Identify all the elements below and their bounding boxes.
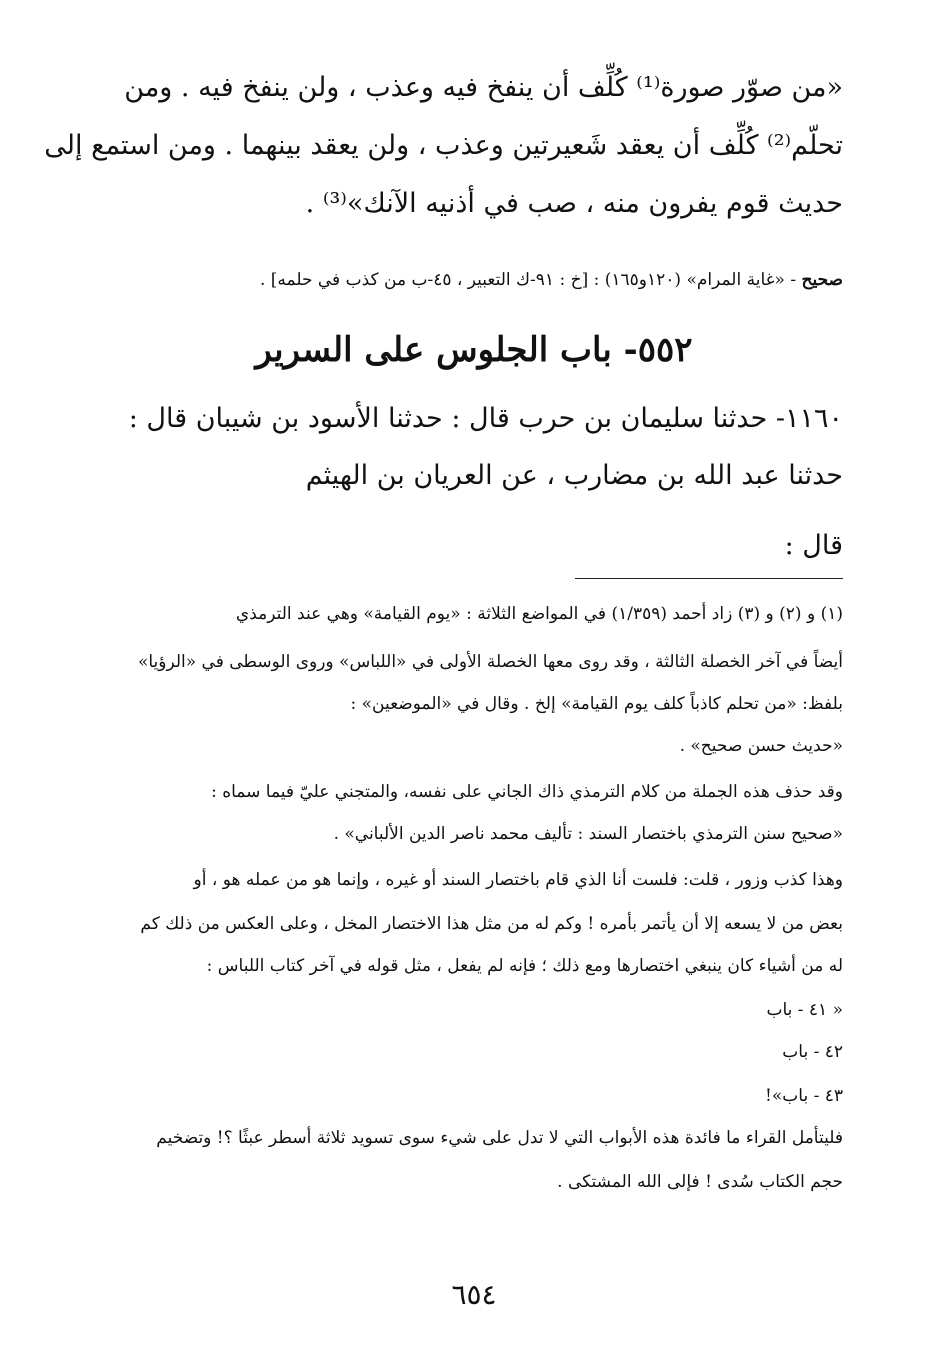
footnote-line-11: ٤٢ - باب	[782, 1042, 843, 1062]
footnote-line-14: حجم الكتاب سُدى ! فإلى الله المشتكى .	[557, 1172, 843, 1192]
footnote-line-13: فليتأمل القراء ما فائدة هذه الأبواب التي لا تدل على شيء سوى تسويد ثلاثة أسطر عبثًا ؟! وتضخيم	[156, 1128, 843, 1148]
footnote-line-4: «حديث حسن صحيح» .	[679, 736, 843, 756]
hadith-text-line-2: تحلّم⁽²⁾ كُلِّف أن يعقد شَعيرتين وعذب ، ولن يعقد بينهما . ومن استمع إلى	[44, 130, 843, 161]
page-number: ٦٥٤	[451, 1278, 497, 1311]
footnote-separator	[575, 578, 843, 579]
hadith-isnad-line-1: ١١٦٠- حدثنا سليمان بن حرب قال : حدثنا الأسود بن شيبان قال :	[128, 403, 843, 434]
footnote-line-3: بلفظ: «من تحلم كاذباً كلف يوم القيامة» إلخ . وقال في «الموضعين» :	[350, 694, 843, 714]
grading-reference: - «غاية المرام» (١٢٠و١٦٥) : [خ : ٩١-ك التعبير ، ٤٥-ب من كذب في حلمه] .	[259, 270, 797, 290]
footnote-line-8: بعض من لا يسعه إلا أن يأتمر بأمره ! وكم له من مثل هذا الاختصار المخل ، وعلى العكس من ذلك كم	[140, 914, 843, 934]
footnote-line-6: «صحيح سنن الترمذي باختصار السند : تأليف محمد ناصر الدين الألباني» .	[333, 824, 843, 844]
grading-line	[260, 270, 843, 290]
chapter-heading: ٥٥٢- باب الجلوس على السرير	[255, 330, 693, 370]
hadith-isnad-line-3: قال :	[784, 530, 843, 561]
footnote-line-1: (١) و (٢) و (٣) زاد أحمد (١/٣٥٩) في المواضع الثلاثة : «يوم القيامة» وهي عند الترمذي	[235, 604, 843, 624]
footnote-line-7: وهذا كذب وزور ، قلت: فلست أنا الذي قام باختصار السند أو غيره ، وإنما هو من عمله هو ، أو	[193, 870, 843, 890]
footnote-line-5: وقد حذف هذه الجملة من كلام الترمذي ذاك الجاني على نفسه، والمتجني عليّ فيما سماه :	[211, 782, 843, 802]
hadith-text-line-1: «من صوّر صورة⁽¹⁾ كُلِّف أن ينفخ فيه وعذب ، ولن ينفخ فيه . ومن	[124, 72, 843, 103]
footnote-line-12: ٤٣ - باب»!	[765, 1086, 843, 1106]
grading-label: صحيح	[801, 270, 843, 290]
footnote-line-10: « ٤١ - باب	[766, 1000, 843, 1020]
hadith-text-line-3: حديث قوم يفرون منه ، صب في أذنيه الآنك»⁽³⁾ .	[305, 188, 843, 219]
footnote-line-2: أيضاً في آخر الخصلة الثالثة ، وقد روى معها الخصلة الأولى في «اللباس» وروى الوسطى في «الرؤيا»	[137, 652, 843, 672]
footnote-line-9: له من أشياء كان ينبغي اختصارها ومع ذلك ؛ فإنه لم يفعل ، مثل قوله في آخر كتاب اللباس :	[206, 956, 843, 976]
hadith-isnad-line-2: حدثنا عبد الله بن مضارب ، عن العريان بن الهيثم	[305, 460, 843, 491]
